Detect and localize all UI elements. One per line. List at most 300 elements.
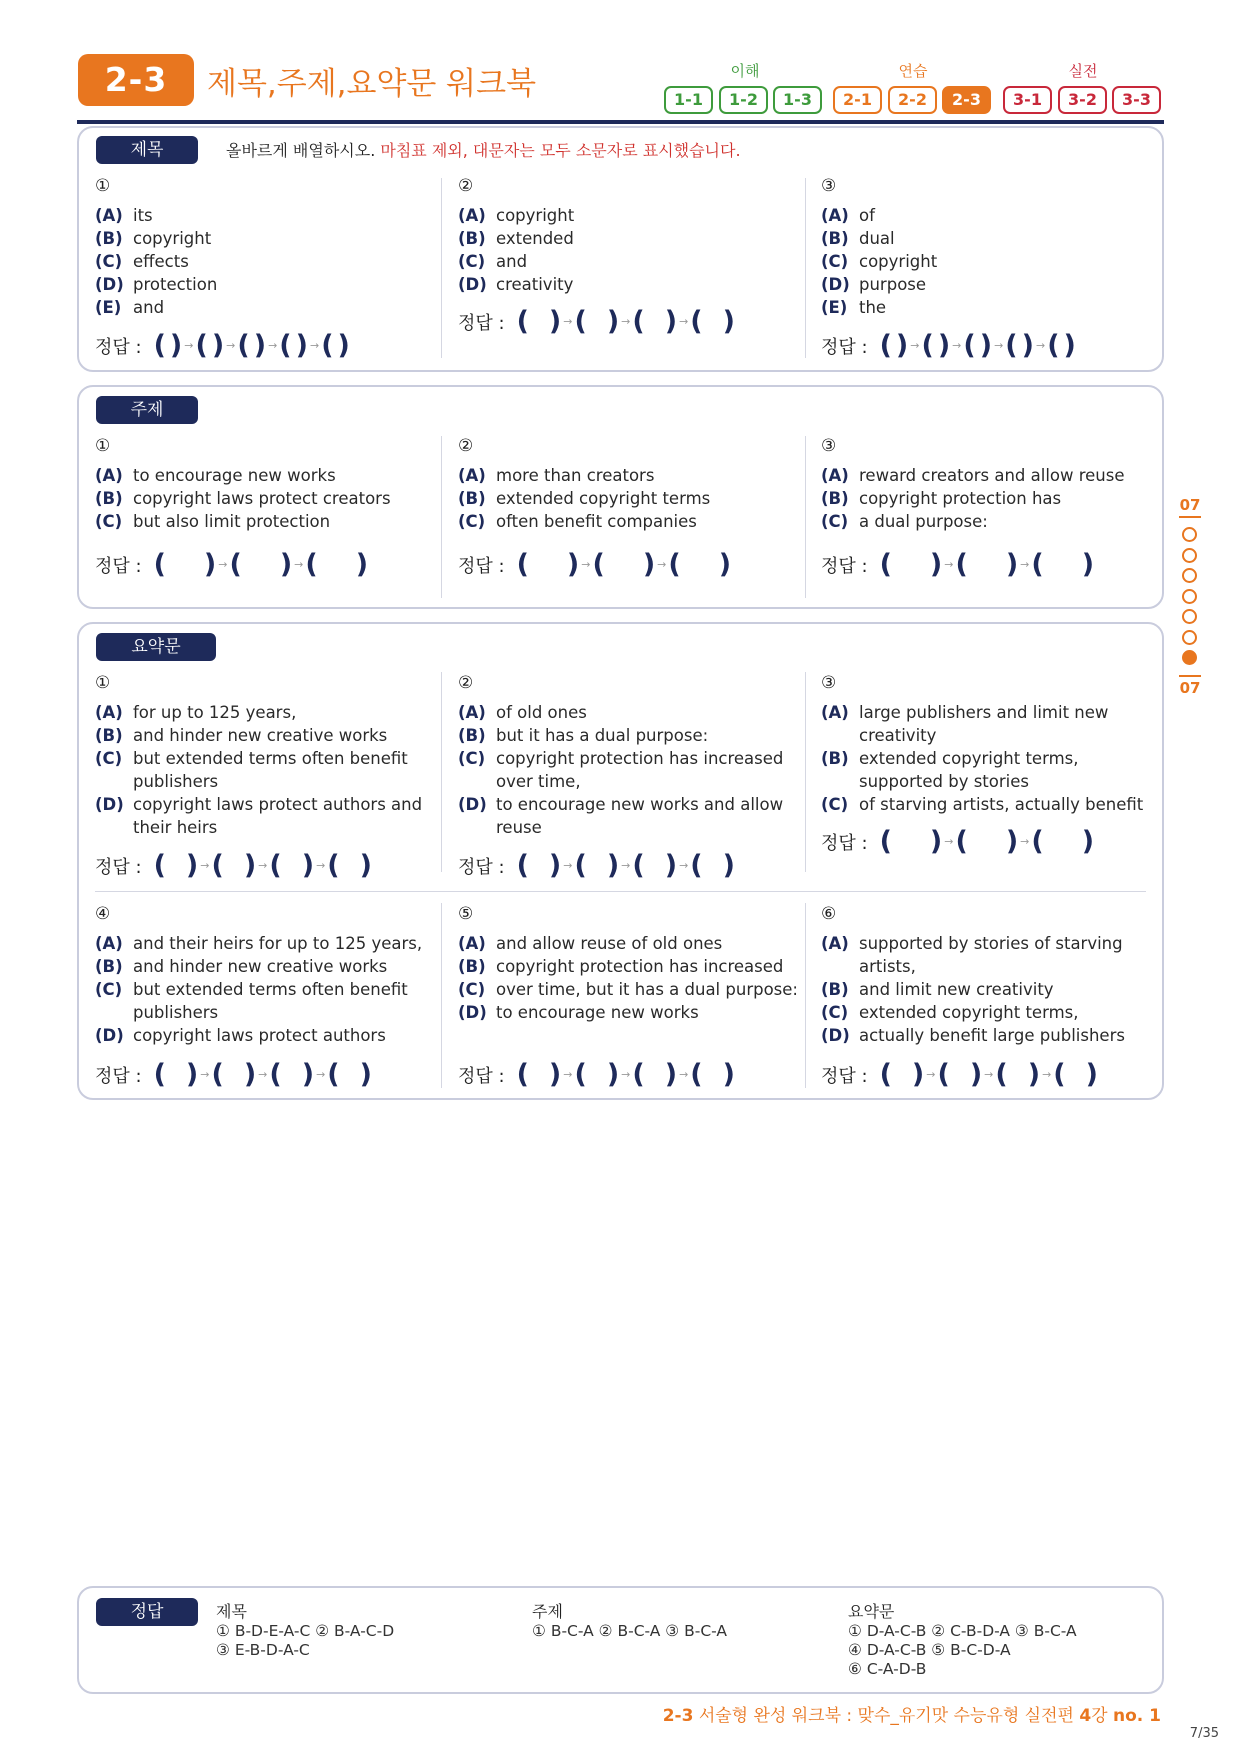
option-letter: (A) (95, 703, 123, 722)
option-item (458, 1001, 803, 1024)
title-instruction (226, 138, 741, 161)
arrow-icon: → (621, 859, 631, 872)
answer-label: 정답 : (458, 853, 505, 879)
answer-blank[interactable]: ( ) (574, 1059, 620, 1090)
progress-dot (1182, 630, 1197, 645)
step-tab-1-1[interactable]: 1-1 (664, 86, 713, 114)
option-letter: (D) (95, 795, 124, 814)
option-letter: (C) (95, 980, 123, 999)
progress-dot (1182, 568, 1197, 583)
answer-key-title-line: ③ E-B-D-A-C (216, 1641, 310, 1659)
option-item (95, 1024, 440, 1047)
option-text: extended copyright terms, (859, 1003, 1079, 1022)
arrow-icon: → (1042, 1068, 1052, 1081)
page-title: 제목,주제,요약문 워크북 (207, 66, 537, 102)
option-text: extended copyright terms, supported by stories (859, 749, 1079, 791)
option-text: large publishers and limit new creativity (859, 703, 1109, 745)
option-text: of old ones (496, 703, 587, 722)
column-divider (805, 672, 806, 872)
question-number: ③ (821, 436, 837, 456)
option-letter: (C) (458, 749, 486, 768)
arrow-icon: → (679, 859, 689, 872)
arrow-icon: → (563, 1068, 573, 1081)
answer-blank[interactable]: ( ) (937, 1059, 983, 1090)
progress-indicator-line (1179, 675, 1201, 677)
option-letter: (C) (821, 252, 849, 271)
option-letter: (D) (821, 1026, 850, 1045)
option-letter: (A) (458, 934, 486, 953)
option-letter: (A) (95, 934, 123, 953)
question-number: ② (458, 673, 474, 693)
option-letter: (C) (95, 252, 123, 271)
answer-key-topic-line: ① B-C-A ② B-C-A ③ B-C-A (532, 1622, 728, 1640)
option-item (95, 204, 440, 227)
progress-dot (1182, 609, 1197, 624)
option-item (458, 487, 803, 510)
answer-blank[interactable]: ( ) (955, 549, 1019, 580)
answer-blank[interactable]: ( ) (305, 549, 369, 580)
option-text: a dual purpose: (859, 512, 988, 531)
instruction-note: 마침표 제외, 대문자는 모두 소문자로 표시했습니다. (380, 141, 741, 160)
option-item (95, 932, 440, 955)
answer-blank[interactable]: ( ) (516, 549, 580, 580)
arrow-icon: → (258, 1068, 268, 1081)
answer-blank[interactable]: ( ) (1031, 826, 1095, 857)
answer-blank[interactable]: ( ) (879, 549, 943, 580)
arrow-icon: → (258, 859, 268, 872)
question-number: ① (95, 436, 111, 456)
step-tab-1-3[interactable]: 1-3 (773, 86, 822, 114)
answer-blank[interactable]: ( ) (516, 850, 562, 881)
summary-question-3 (821, 673, 1166, 857)
option-item (821, 510, 1166, 533)
answer-blank[interactable]: ( ) (516, 1059, 562, 1090)
option-text: but it has a dual purpose: (496, 726, 709, 745)
arrow-icon: → (944, 558, 954, 571)
title-section-label: 제목 (96, 136, 198, 164)
option-text: copyright laws protect creators (133, 489, 391, 508)
arrow-icon: → (621, 315, 631, 328)
option-letter: (B) (458, 726, 486, 745)
answer-blank[interactable]: ( ) (211, 1059, 257, 1090)
answer-blank[interactable]: ( ) (1031, 549, 1095, 580)
step-group-label-understand: 이해 (730, 62, 760, 80)
title-question-1 (95, 176, 440, 361)
column-divider (805, 436, 806, 598)
option-item (95, 978, 440, 1024)
option-item (458, 204, 803, 227)
answer-row (821, 549, 1094, 580)
answer-blank[interactable]: ( ) (321, 330, 350, 361)
option-text: extended (496, 229, 574, 248)
answer-blank[interactable]: ( ) (690, 1059, 735, 1090)
question-number: ② (458, 436, 474, 456)
option-text: to encourage new works (496, 1003, 699, 1022)
answer-row (458, 850, 735, 881)
answer-blank[interactable]: ( ) (1053, 1059, 1098, 1090)
progress-dot (1182, 527, 1197, 542)
option-list (458, 204, 803, 296)
step-group-label-real: 실전 (1068, 62, 1098, 80)
arrow-icon: → (226, 339, 236, 352)
arrow-icon: → (984, 1068, 994, 1081)
answer-blank[interactable]: ( ) (1005, 330, 1034, 361)
answer-row (95, 330, 350, 361)
option-item (95, 296, 440, 319)
option-item (458, 724, 803, 747)
answer-blank[interactable]: ( ) (211, 850, 257, 881)
option-text: dual (859, 229, 895, 248)
step-tab-3-2[interactable]: 3-2 (1058, 86, 1107, 114)
option-text: and (496, 252, 528, 271)
option-letter: (C) (821, 795, 849, 814)
answer-blank[interactable]: ( ) (279, 330, 308, 361)
answer-blank[interactable]: ( ) (921, 330, 951, 361)
option-text: over time, but it has a dual purpose: (496, 980, 798, 999)
answer-key-title-heading: 제목 (216, 1602, 247, 1621)
answer-label: 정답 : (458, 309, 505, 335)
answer-row (458, 306, 735, 337)
answer-label: 정답 : (821, 1062, 868, 1088)
option-item (821, 793, 1166, 816)
option-item (95, 955, 440, 978)
option-letter: (C) (95, 512, 123, 531)
summary-question-4 (95, 904, 440, 1090)
answer-blank[interactable]: ( ) (632, 850, 678, 881)
arrow-icon: → (200, 1068, 210, 1081)
step-tab-3-3[interactable]: 3-3 (1112, 86, 1161, 114)
answer-label: 정답 : (821, 552, 868, 578)
option-item (821, 296, 1166, 319)
answer-blank[interactable]: ( ) (632, 1059, 678, 1090)
option-letter: (C) (95, 749, 123, 768)
option-item (821, 978, 1166, 1001)
arrow-icon: → (309, 339, 320, 352)
answer-blank[interactable]: ( ) (516, 306, 562, 337)
answer-blank[interactable]: ( ) (327, 850, 372, 881)
option-item (821, 227, 1166, 250)
page-number: 7/35 (1189, 1726, 1219, 1741)
option-text: creativity (496, 275, 574, 294)
option-letter: (D) (821, 275, 850, 294)
option-letter: (C) (458, 252, 486, 271)
answer-blank[interactable]: ( ) (879, 826, 943, 857)
answer-blank[interactable]: ( ) (668, 549, 732, 580)
answer-blank[interactable]: ( ) (229, 549, 293, 580)
option-letter: (B) (458, 489, 486, 508)
option-letter: (A) (821, 703, 849, 722)
option-text: and their heirs for up to 125 years, (133, 934, 423, 953)
option-letter: (B) (821, 489, 849, 508)
option-text: extended copyright terms (496, 489, 711, 508)
answer-row (821, 330, 1076, 361)
answer-blank[interactable]: ( ) (153, 850, 199, 881)
question-number: ② (458, 176, 474, 196)
option-text: copyright (133, 229, 212, 248)
column-divider (441, 672, 442, 872)
option-list (458, 464, 803, 533)
answer-key-summary-line: ④ D-A-C-B ⑤ B-C-D-A (848, 1641, 1011, 1659)
option-letter: (C) (821, 1003, 849, 1022)
option-letter: (B) (95, 957, 123, 976)
answer-blank[interactable]: ( ) (574, 850, 620, 881)
option-text: copyright laws protect authors (133, 1026, 386, 1045)
answer-blank[interactable]: ( ) (592, 549, 656, 580)
option-text: and limit new creativity (859, 980, 1054, 999)
step-tab-3-1[interactable]: 3-1 (1003, 86, 1052, 114)
option-item (458, 701, 803, 724)
arrow-icon: → (926, 1068, 936, 1081)
summary-section-label: 요약문 (96, 633, 216, 661)
column-divider (441, 436, 442, 598)
option-text: effects (133, 252, 189, 271)
column-divider (441, 903, 442, 1088)
option-letter: (D) (458, 795, 487, 814)
option-item (458, 464, 803, 487)
answer-row (458, 549, 731, 580)
topic-question-3 (821, 436, 1166, 580)
answer-label: 정답 : (95, 333, 142, 359)
option-item (458, 747, 803, 793)
answer-blank[interactable]: ( ) (237, 330, 267, 361)
answer-blank[interactable]: ( ) (995, 1059, 1041, 1090)
answer-blank[interactable]: ( ) (632, 306, 678, 337)
arrow-icon: → (1020, 558, 1030, 571)
arrow-icon: → (184, 339, 194, 352)
option-letter: (A) (95, 466, 123, 485)
option-letter: (B) (95, 726, 123, 745)
answer-label: 정답 : (821, 333, 868, 359)
answer-blank[interactable]: ( ) (963, 330, 993, 361)
answer-blank[interactable]: ( ) (153, 549, 217, 580)
step-tab-1-2[interactable]: 1-2 (719, 86, 768, 114)
option-text: more than creators (496, 466, 655, 485)
option-letter: (C) (458, 980, 486, 999)
option-list (95, 204, 440, 319)
question-number: ④ (95, 904, 111, 924)
option-list (821, 701, 1166, 816)
option-list (821, 204, 1166, 319)
answer-row (95, 549, 368, 580)
option-letter: (A) (458, 703, 486, 722)
option-list (95, 701, 440, 839)
answer-blank[interactable]: ( ) (1047, 330, 1076, 361)
option-text: the (859, 298, 887, 317)
answer-blank[interactable]: ( ) (574, 306, 620, 337)
option-letter: (B) (821, 749, 849, 768)
footer-unit: 2-3 (662, 1706, 694, 1726)
step-tab-2-3[interactable]: 2-3 (942, 86, 991, 114)
option-text: of starving artists, actually benefit (859, 795, 1144, 814)
option-text: and (133, 298, 165, 317)
summary-question-5 (458, 904, 803, 1090)
option-text: purpose (859, 275, 927, 294)
footer-text-2: 강 (1091, 1706, 1113, 1726)
step-group-label-practice: 연습 (898, 62, 928, 80)
option-item (95, 464, 440, 487)
option-text: and hinder new creative works (133, 726, 388, 745)
answer-row (821, 1059, 1098, 1090)
option-item (821, 464, 1166, 487)
option-item (821, 250, 1166, 273)
option-item (95, 701, 440, 724)
answer-key-label: 정답 (96, 1598, 198, 1626)
arrow-icon: → (952, 339, 962, 352)
option-letter: (D) (95, 1026, 124, 1045)
option-letter: (D) (458, 275, 487, 294)
topic-section-label: 주제 (96, 396, 198, 424)
summary-question-2 (458, 673, 803, 881)
answer-blank[interactable]: ( ) (955, 826, 1019, 857)
answer-blank[interactable]: ( ) (269, 850, 315, 881)
answer-blank[interactable]: ( ) (153, 330, 183, 361)
option-list (458, 932, 803, 1024)
progress-dot (1182, 589, 1197, 604)
option-list (821, 932, 1166, 1047)
option-item (458, 250, 803, 273)
header-divider (77, 120, 1164, 124)
option-item (821, 701, 1166, 747)
arrow-icon: → (581, 558, 591, 571)
option-text: of (859, 206, 875, 225)
option-letter: (B) (95, 489, 123, 508)
option-letter: (B) (821, 980, 849, 999)
answer-blank[interactable]: ( ) (195, 330, 225, 361)
option-letter: (B) (458, 957, 486, 976)
option-letter: (C) (821, 512, 849, 531)
answer-blank[interactable]: ( ) (879, 330, 909, 361)
option-text: copyright laws protect authors and their heirs (133, 795, 423, 837)
option-letter: (A) (821, 206, 849, 225)
footer-lesson: 4 (1079, 1706, 1092, 1726)
option-item (95, 793, 440, 839)
step-tab-2-1[interactable]: 2-1 (833, 86, 882, 114)
step-tab-2-2[interactable]: 2-2 (888, 86, 937, 114)
option-text: and allow reuse of old ones (496, 934, 723, 953)
option-text: its (133, 206, 153, 225)
arrow-icon: → (910, 339, 920, 352)
answer-label: 정답 : (95, 1062, 142, 1088)
arrow-icon: → (563, 315, 573, 328)
answer-blank[interactable]: ( ) (879, 1059, 925, 1090)
option-item (821, 204, 1166, 227)
column-divider (805, 178, 806, 358)
answer-label: 정답 : (458, 1062, 505, 1088)
option-text: copyright protection has increased over time, (496, 749, 784, 791)
arrow-icon: → (218, 558, 228, 571)
option-text: copyright protection has (859, 489, 1062, 508)
option-letter: (B) (95, 229, 123, 248)
answer-blank[interactable]: ( ) (269, 1059, 315, 1090)
option-item (458, 793, 803, 839)
arrow-icon: → (1020, 835, 1030, 848)
option-list (458, 701, 803, 839)
option-text: to encourage new works (133, 466, 336, 485)
arrow-icon: → (679, 315, 689, 328)
option-item (821, 747, 1166, 793)
footer-text: 서술형 완성 워크북 : 맞수_유기맛 수능유형 실전편 (693, 1706, 1080, 1726)
instruction-text: 올바르게 배열하시오. (226, 141, 381, 160)
option-item (458, 273, 803, 296)
question-number: ① (95, 176, 111, 196)
answer-label: 정답 : (458, 552, 505, 578)
answer-blank[interactable]: ( ) (327, 1059, 372, 1090)
arrow-icon: → (944, 835, 954, 848)
answer-key-summary-line: ① D-A-C-B ② C-B-D-A ③ B-C-A (848, 1622, 1077, 1640)
option-list (95, 932, 440, 1047)
option-text: copyright protection has increased (496, 957, 784, 976)
arrow-icon: → (621, 1068, 631, 1081)
option-item (95, 273, 440, 296)
option-text: and hinder new creative works (133, 957, 388, 976)
arrow-icon: → (657, 558, 667, 571)
option-text: but extended terms often benefit publishers (133, 980, 408, 1022)
option-text: protection (133, 275, 218, 294)
option-item (821, 487, 1166, 510)
footer (663, 1701, 1161, 1726)
topic-question-1 (95, 436, 440, 580)
option-text: but also limit protection (133, 512, 331, 531)
option-text: to encourage new works and allow reuse (496, 795, 784, 837)
answer-label: 정답 : (95, 552, 142, 578)
option-letter: (D) (95, 275, 124, 294)
question-number: ⑥ (821, 904, 837, 924)
option-list (95, 464, 440, 533)
option-letter: (D) (458, 1003, 487, 1022)
answer-row (821, 826, 1094, 857)
question-number: ③ (821, 673, 837, 693)
option-letter: (A) (458, 206, 486, 225)
option-item (458, 932, 803, 955)
row-divider (95, 891, 1146, 892)
option-text: supported by stories of starving artists, (859, 934, 1123, 976)
option-item (821, 1024, 1166, 1047)
option-item (95, 227, 440, 250)
arrow-icon: → (268, 339, 278, 352)
option-text: but extended terms often benefit publishers (133, 749, 408, 791)
answer-blank[interactable]: ( ) (153, 1059, 199, 1090)
footer-number: no. 1 (1113, 1706, 1161, 1726)
option-item (95, 510, 440, 533)
answer-row (458, 1059, 735, 1090)
answer-blank[interactable]: ( ) (690, 850, 735, 881)
arrow-icon: → (316, 859, 326, 872)
answer-label: 정답 : (95, 853, 142, 879)
progress-dot-current (1182, 650, 1197, 665)
option-item (95, 747, 440, 793)
option-list (821, 464, 1166, 533)
option-letter: (B) (458, 229, 486, 248)
option-letter: (C) (458, 512, 486, 531)
question-number: ① (95, 673, 111, 693)
option-text: reward creators and allow reuse (859, 466, 1125, 485)
unit-badge: 2-3 (78, 54, 194, 106)
progress-dot (1182, 548, 1197, 563)
title-question-2 (458, 176, 803, 337)
option-item (458, 510, 803, 533)
arrow-icon: → (563, 859, 573, 872)
column-divider (441, 178, 442, 358)
arrow-icon: → (294, 558, 304, 571)
answer-key-summary-line: ⑥ C-A-D-B (848, 1660, 927, 1678)
progress-indicator-line (1179, 516, 1201, 518)
summary-question-6 (821, 904, 1166, 1090)
arrow-icon: → (679, 1068, 689, 1081)
answer-row (95, 850, 372, 881)
answer-blank[interactable]: ( ) (690, 306, 735, 337)
option-text: often benefit companies (496, 512, 697, 531)
option-item (95, 250, 440, 273)
